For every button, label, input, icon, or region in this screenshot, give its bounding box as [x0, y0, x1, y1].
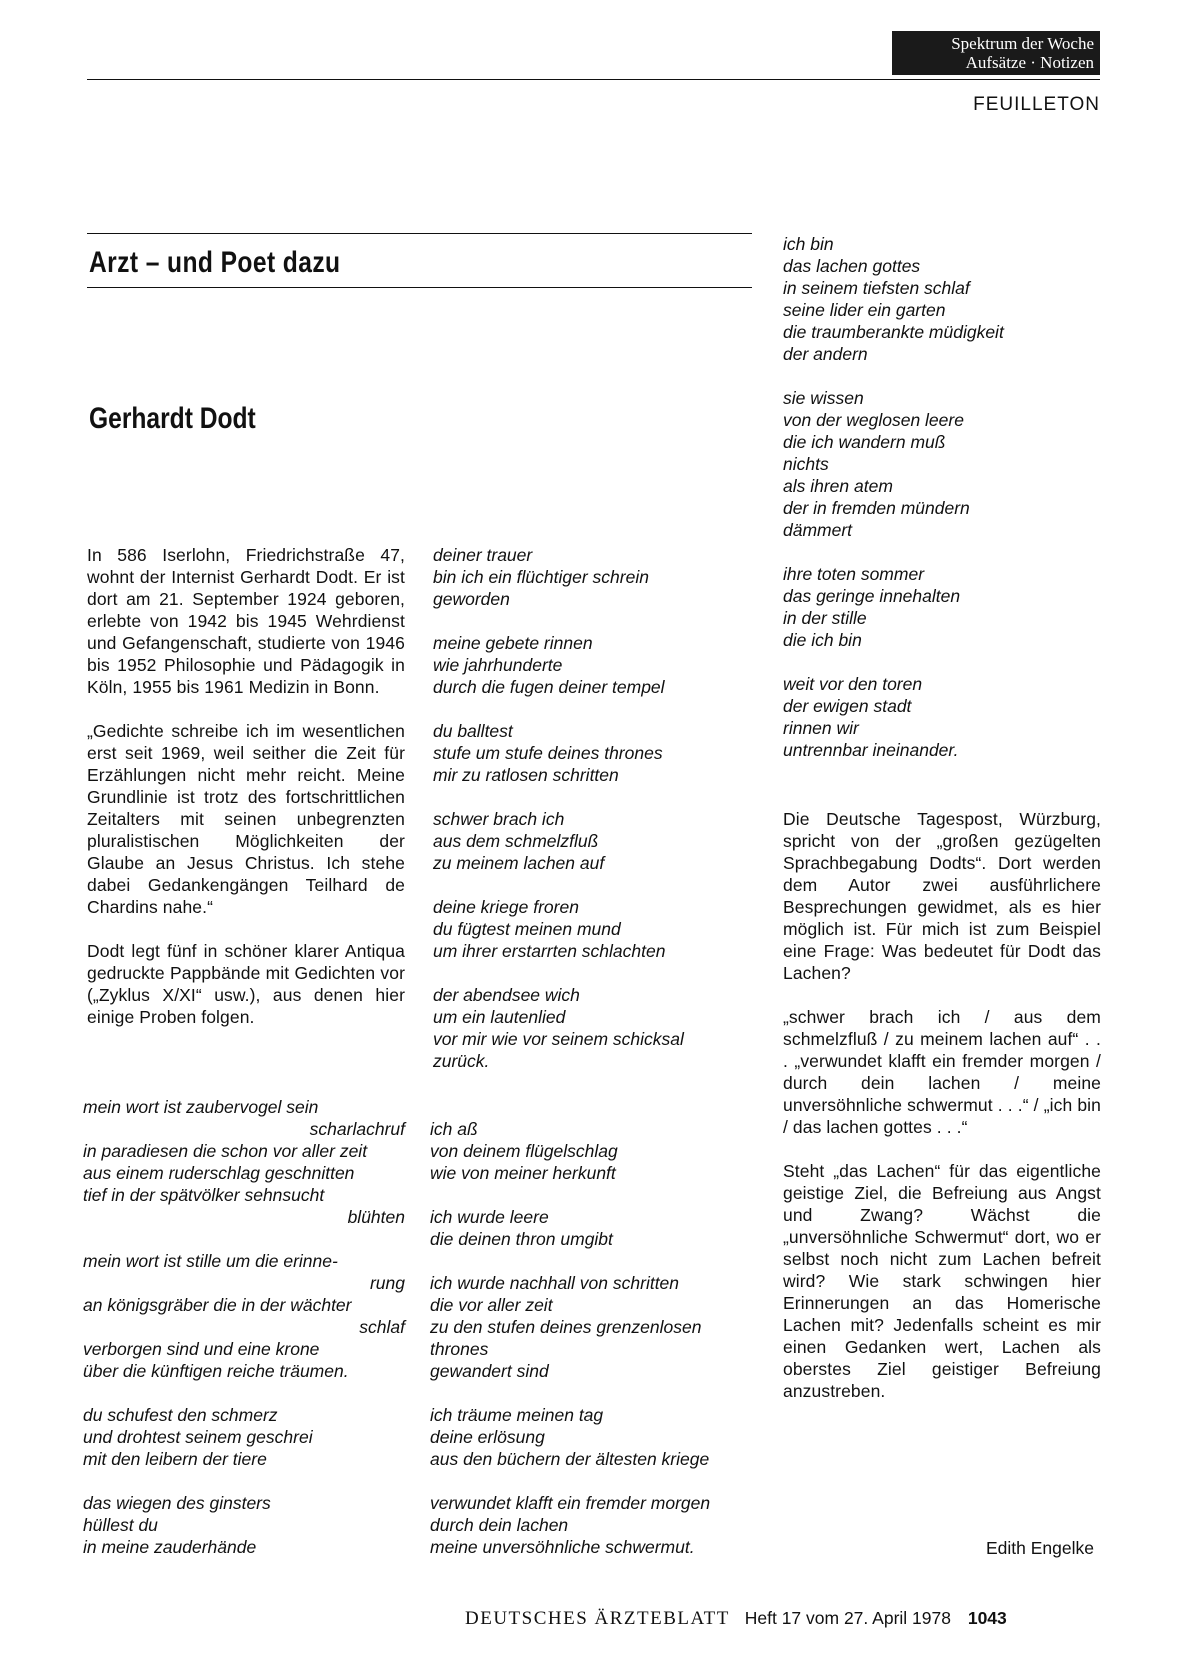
poem-line: rinnen wir	[783, 718, 859, 738]
poem-line: von der weglosen leere	[783, 410, 964, 430]
poem-2	[433, 544, 753, 1094]
poem-line: wie von meiner herkunft	[430, 1163, 616, 1183]
poem-stanza	[433, 896, 753, 962]
poem-line: die ich bin	[783, 630, 862, 650]
poem-line: zu meinem lachen auf	[433, 853, 605, 873]
poem-line: aus dem schmelzfluß	[433, 831, 599, 851]
poem-line: verborgen sind und eine krone	[83, 1339, 320, 1359]
poem-line: rung	[369, 1273, 405, 1293]
poem-line: in der stille	[783, 608, 867, 628]
poem-line: um ihrer erstarrten schlachten	[433, 941, 666, 961]
poem-line: sie wissen	[783, 388, 864, 408]
poem-line: durch die fugen deiner tempel	[433, 677, 665, 697]
page-number: 1043	[967, 1608, 1007, 1628]
poem-line: blühten	[347, 1207, 405, 1227]
poem-line: das geringe innehalten	[783, 586, 961, 606]
poem-line: nichts	[783, 454, 829, 474]
poem-stanza	[430, 1206, 760, 1250]
poem-stanza	[783, 233, 1103, 365]
intro-paragraph-1: In 586 Iserlohn, Friedrichstraße 47, wohnt der Internist Gerhardt Dodt. Er ist dort am 21. September 1924 geboren, erlebte von 1942 bis 1945 Wehrdienst und Gefangenschaft, studierte von 1946 bis 1952 Philosophie und Pädagogik in Köln, 1955 bis 1961 Medizin in Bonn.	[87, 545, 405, 697]
poem-line: ich aß	[430, 1119, 478, 1139]
poem-line: du schufest den schmerz	[83, 1405, 278, 1425]
badge-line-1: Spektrum der Woche	[951, 34, 1094, 53]
poem-stanza	[783, 673, 1103, 761]
poem-line: vor mir wie vor seinem schicksal	[433, 1029, 684, 1049]
poem-line: in meine zauderhände	[83, 1537, 257, 1557]
poem-line: mit den leibern der tiere	[83, 1449, 267, 1469]
poem-stanza	[430, 1492, 760, 1558]
poem-line: hüllest du	[83, 1515, 158, 1535]
poem-line: ich bin	[783, 234, 834, 254]
poem-line: zu den stufen deines grenzenlosen	[430, 1317, 702, 1337]
poem-line: an königsgräber die in der wächter	[83, 1295, 352, 1315]
page-footer	[465, 1608, 1007, 1630]
badge-line-2: Aufsätze · Notizen	[965, 53, 1094, 72]
poem-line: mir zu ratlosen schritten	[433, 765, 619, 785]
poem-stanza	[783, 387, 1103, 541]
publication-name: DEUTSCHES ÄRZTEBLATT	[465, 1608, 730, 1629]
poem-stanza	[433, 632, 753, 698]
poem-line: du balltest	[433, 721, 513, 741]
poem-stanza	[83, 1404, 405, 1470]
poem-line: in seinem tiefsten schlaf	[783, 278, 970, 298]
poem-line: deine kriege froren	[433, 897, 579, 917]
poem-line: der andern	[783, 344, 868, 364]
poem-line: mein wort ist zaubervogel sein	[83, 1097, 319, 1117]
poem-line: der ewigen stadt	[783, 696, 912, 716]
poem-line: ihre toten sommer	[783, 564, 925, 584]
poem-line: dämmert	[783, 520, 853, 540]
poem-line: deiner trauer	[433, 545, 533, 565]
review-text	[783, 808, 1101, 1424]
intro-paragraph-2: „Gedichte schreibe ich im wesentlichen erst seit 1969, weil seither die Zeit für Erzählungen nicht mehr reicht. Meine Grundlinie ist trotz des fortschrittlichen Zeitalters mit seinen unbegrenzten pluralistischen Möglichkeiten der Glaube an Jesus Christus. Ich stehe dabei Gedankengängen Teilhard de Chardins nahe.“	[87, 721, 405, 917]
poem-line: meine gebete rinnen	[433, 633, 593, 653]
poem-line: das wiegen des ginsters	[83, 1493, 271, 1513]
poem-line: seine lider ein garten	[783, 300, 946, 320]
poem-line: tief in der spätvölker sehnsucht	[83, 1185, 325, 1205]
poem-line: stufe um stufe deines thrones	[433, 743, 663, 763]
poem-line: ich träume meinen tag	[430, 1405, 604, 1425]
poem-line: als ihren atem	[783, 476, 893, 496]
poem-line: scharlachruf	[309, 1119, 405, 1139]
poem-stanza	[433, 720, 753, 786]
poem-line: von deinem flügelschlag	[430, 1141, 618, 1161]
poem-line: in paradiesen die schon vor aller zeit	[83, 1141, 368, 1161]
poem-line: die deinen thron umgibt	[430, 1229, 613, 1249]
poem-line: das lachen gottes	[783, 256, 921, 276]
poem-line: der in fremden mündern	[783, 498, 970, 518]
poem-3	[430, 1118, 760, 1580]
poem-line: bin ich ein flüchtiger schrein	[433, 567, 649, 587]
poem-stanza	[83, 1096, 405, 1228]
review-paragraph-1: Die Deutsche Tagespost, Würzburg, spricht von der „großen gezügelten Sprachbegabung Dodts“. Dort werden dem Autor zwei ausführlichere Besprechungen gewidmet, als es hier möglich ist. Für mich ist zum Beispiel eine Frage: Was bedeutet für Dodt das Lachen?	[783, 809, 1101, 983]
poem-line: geworden	[433, 589, 510, 609]
review-paragraph-3: Steht „das Lachen“ für das eigentliche geistige Ziel, die Befreiung aus Angst und Zwang? Wächst die „unversöhnliche Schwermut“ dort, wo er selbst noch nicht zum Lachen befreit wird? Wie stark schwingen hier Erinnerungen an das Homerische Lachen mit? Jedenfalls scheint es mir einen Gedanken wert, Lachen als oberstes Ziel geistiger Befreiung anzustreben.	[783, 1161, 1101, 1401]
poem-stanza	[430, 1272, 760, 1382]
intro-paragraph-3: Dodt legt fünf in schöner klarer Antiqua gedruckte Pappbände mit Gedichten vor („Zyklus X/XI“ usw.), aus denen hier einige Proben folgen.	[87, 941, 405, 1027]
poem-line: gewandert sind	[430, 1361, 549, 1381]
poem-line: weit vor den toren	[783, 674, 923, 694]
poem-line: über die künftigen reiche träumen.	[83, 1361, 349, 1381]
section-badge	[892, 31, 1100, 75]
poem-stanza	[433, 808, 753, 874]
poem-stanza	[430, 1118, 760, 1184]
poem-line: thrones	[430, 1339, 489, 1359]
poem-line: ich wurde leere	[430, 1207, 549, 1227]
poem-line: durch dein lachen	[430, 1515, 569, 1535]
poem-line: schlaf	[359, 1317, 405, 1337]
article-title: Arzt – und Poet dazu	[89, 246, 341, 279]
poem-line: die vor aller zeit	[430, 1295, 553, 1315]
poem-line: wie jahrhunderte	[433, 655, 563, 675]
poem-line: die traumberankte müdigkeit	[783, 322, 1004, 342]
poem-line: der abendsee wich	[433, 985, 580, 1005]
poem-line: verwundet klafft ein fremder morgen	[430, 1493, 711, 1513]
poem-line: mein wort ist stille um die erinne-	[83, 1251, 338, 1271]
poem-stanza	[430, 1404, 760, 1470]
issue-info: Heft 17 vom 27. April 1978	[744, 1608, 951, 1628]
poem-line: deine erlösung	[430, 1427, 545, 1447]
poem-line: um ein lautenlied	[433, 1007, 566, 1027]
title-rule-top	[87, 233, 752, 234]
poem-stanza	[433, 984, 753, 1072]
review-paragraph-2: „schwer brach ich / aus dem schmelzfluß / zu meinem lachen auf“ . . . „verwundet klafft ein fremder morgen / durch dein lachen / meine unversöhnliche schwermut . . .“ / „ich bin / das lachen gottes . . .“	[783, 1007, 1101, 1137]
author-name: Gerhardt Dodt	[89, 402, 256, 435]
poem-line: und drohtest seinem geschrei	[83, 1427, 313, 1447]
title-rule-bottom	[87, 287, 752, 288]
poem-stanza	[783, 563, 1103, 651]
poem-line: zurück.	[433, 1051, 490, 1071]
section-label: FEUILLETON	[973, 94, 1100, 115]
intro-text	[87, 544, 405, 1050]
header-rule	[87, 79, 1100, 80]
review-signature: Edith Engelke	[986, 1538, 1094, 1558]
poem-line: aus den büchern der ältesten kriege	[430, 1449, 710, 1469]
poem-stanza	[83, 1250, 405, 1382]
poem-stanza	[83, 1492, 405, 1558]
poem-line: meine unversöhnliche schwermut.	[430, 1537, 695, 1557]
poem-line: du fügtest meinen mund	[433, 919, 621, 939]
poem-stanza	[433, 544, 753, 610]
poem-line: schwer brach ich	[433, 809, 565, 829]
poem-4	[783, 233, 1103, 783]
poem-line: die ich wandern muß	[783, 432, 946, 452]
poem-1	[83, 1096, 405, 1580]
poem-line: aus einem ruderschlag geschnitten	[83, 1163, 355, 1183]
poem-line: ich wurde nachhall von schritten	[430, 1273, 680, 1293]
poem-line: untrennbar ineinander.	[783, 740, 959, 760]
